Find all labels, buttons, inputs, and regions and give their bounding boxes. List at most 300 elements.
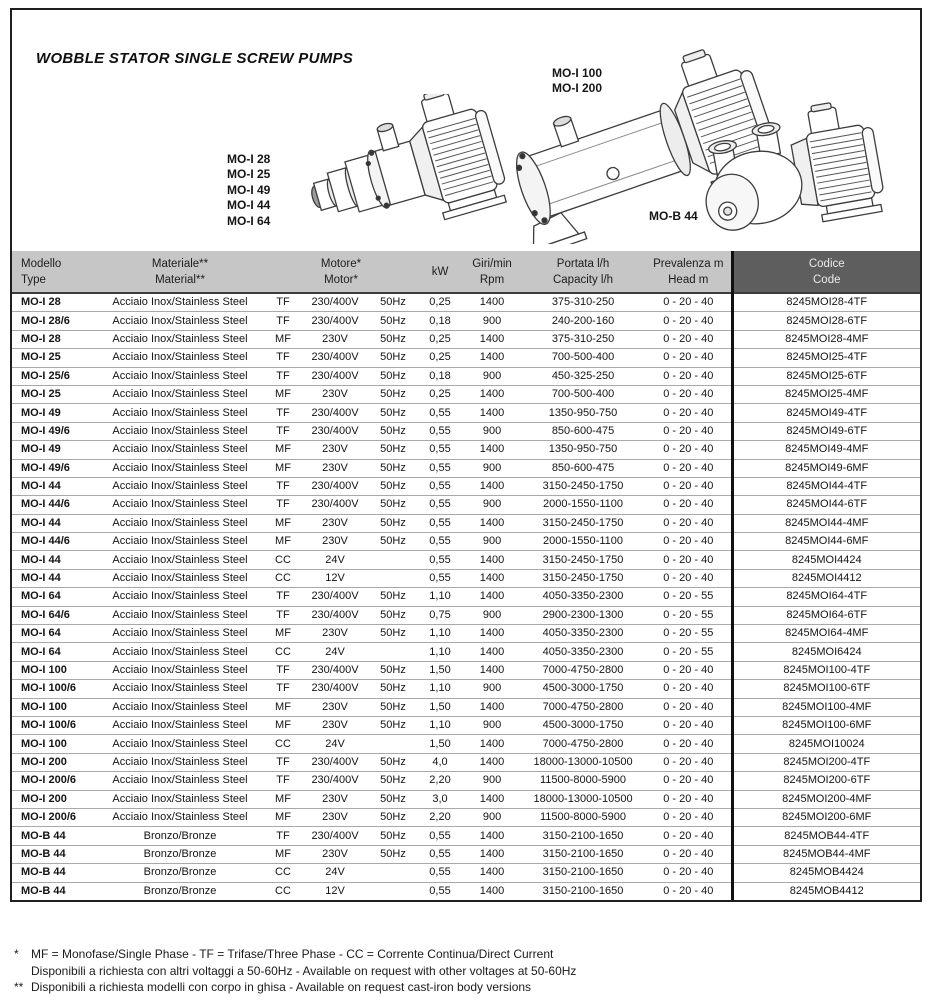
header-material-line2: Material** bbox=[155, 274, 205, 286]
cell-head: 0 - 20 - 40 bbox=[646, 698, 732, 716]
cell-head: 0 - 20 - 40 bbox=[646, 422, 732, 440]
cell-head: 0 - 20 - 40 bbox=[646, 404, 732, 422]
cell-kw: 1,10 bbox=[416, 588, 464, 606]
cell-phase: TF bbox=[266, 680, 300, 698]
table-row bbox=[12, 477, 920, 495]
cell-capacity: 4050-3350-2300 bbox=[520, 625, 646, 643]
cell-code: 8245MOI44-4MF bbox=[732, 514, 920, 532]
cell-phase: MF bbox=[266, 716, 300, 734]
cell-model: MO-I 44/6 bbox=[12, 496, 94, 514]
cell-model: MO-I 100 bbox=[12, 661, 94, 679]
pump-model-label: MO-I 44 bbox=[227, 198, 271, 213]
cell-phase: TF bbox=[266, 588, 300, 606]
cell-rpm: 1400 bbox=[464, 330, 520, 348]
cell-freq: 50Hz bbox=[370, 385, 416, 403]
cell-model: MO-I 100/6 bbox=[12, 680, 94, 698]
cell-capacity: 3150-2100-1650 bbox=[520, 827, 646, 845]
table-row bbox=[12, 422, 920, 440]
cell-kw: 0,25 bbox=[416, 385, 464, 403]
cell-material: Acciaio Inox/Stainless Steel bbox=[94, 385, 266, 403]
cell-freq: 50Hz bbox=[370, 606, 416, 624]
pump-labels-moi-large bbox=[552, 66, 602, 97]
header-code-line1: Codice bbox=[808, 258, 845, 270]
table-row bbox=[12, 864, 920, 882]
cell-head: 0 - 20 - 55 bbox=[646, 606, 732, 624]
table-row bbox=[12, 569, 920, 587]
cell-model: MO-I 28 bbox=[12, 330, 94, 348]
cell-material: Acciaio Inox/Stainless Steel bbox=[94, 349, 266, 367]
cell-voltage: 230V bbox=[300, 698, 370, 716]
cell-head: 0 - 20 - 40 bbox=[646, 533, 732, 551]
cell-kw: 1,10 bbox=[416, 643, 464, 661]
cell-voltage: 24V bbox=[300, 735, 370, 753]
cell-head: 0 - 20 - 55 bbox=[646, 625, 732, 643]
cell-code: 8245MOI6424 bbox=[732, 643, 920, 661]
cell-model: MO-I 200/6 bbox=[12, 772, 94, 790]
cell-code: 8245MOI28-4TF bbox=[732, 293, 920, 312]
cell-rpm: 1400 bbox=[464, 827, 520, 845]
table-row bbox=[12, 441, 920, 459]
cell-freq: 50Hz bbox=[370, 790, 416, 808]
cell-kw: 0,55 bbox=[416, 422, 464, 440]
content-frame bbox=[10, 8, 922, 902]
cell-freq: 50Hz bbox=[370, 753, 416, 771]
cell-model: MO-I 200 bbox=[12, 790, 94, 808]
table-row bbox=[12, 643, 920, 661]
cell-capacity: 850-600-475 bbox=[520, 422, 646, 440]
cell-phase: MF bbox=[266, 459, 300, 477]
cell-material: Acciaio Inox/Stainless Steel bbox=[94, 533, 266, 551]
cell-material: Acciaio Inox/Stainless Steel bbox=[94, 477, 266, 495]
cell-freq: 50Hz bbox=[370, 625, 416, 643]
cell-code: 8245MOI25-4MF bbox=[732, 385, 920, 403]
cell-phase: TF bbox=[266, 422, 300, 440]
cell-material: Acciaio Inox/Stainless Steel bbox=[94, 698, 266, 716]
cell-model: MO-I 28/6 bbox=[12, 312, 94, 330]
cell-rpm: 900 bbox=[464, 606, 520, 624]
header-head bbox=[646, 251, 732, 293]
cell-model: MO-I 44/6 bbox=[12, 533, 94, 551]
cell-capacity: 240-200-160 bbox=[520, 312, 646, 330]
pump-model-label: MO-I 200 bbox=[552, 81, 603, 96]
cell-head: 0 - 20 - 40 bbox=[646, 808, 732, 826]
cell-capacity: 3150-2100-1650 bbox=[520, 845, 646, 863]
header-material bbox=[94, 251, 266, 293]
cell-code: 8245MOI44-6MF bbox=[732, 533, 920, 551]
cell-material: Acciaio Inox/Stainless Steel bbox=[94, 735, 266, 753]
cell-voltage: 24V bbox=[300, 551, 370, 569]
cell-material: Acciaio Inox/Stainless Steel bbox=[94, 514, 266, 532]
cell-rpm: 1400 bbox=[464, 625, 520, 643]
cell-material: Acciaio Inox/Stainless Steel bbox=[94, 606, 266, 624]
cell-capacity: 4500-3000-1750 bbox=[520, 680, 646, 698]
cell-head: 0 - 20 - 40 bbox=[646, 385, 732, 403]
pump-illustration-mob bbox=[684, 96, 916, 249]
cell-voltage: 230/400V bbox=[300, 367, 370, 385]
cell-material: Acciaio Inox/Stainless Steel bbox=[94, 808, 266, 826]
footnote-marker: ** bbox=[14, 980, 24, 994]
cell-code: 8245MOI25-4TF bbox=[732, 349, 920, 367]
cell-voltage: 12V bbox=[300, 569, 370, 587]
table-row bbox=[12, 533, 920, 551]
cell-model: MO-I 64 bbox=[12, 588, 94, 606]
cell-freq: 50Hz bbox=[370, 312, 416, 330]
cell-head: 0 - 20 - 40 bbox=[646, 441, 732, 459]
cell-kw: 0,55 bbox=[416, 533, 464, 551]
cell-voltage: 230/400V bbox=[300, 404, 370, 422]
cell-material: Acciaio Inox/Stainless Steel bbox=[94, 753, 266, 771]
header-rpm-line2: Rpm bbox=[479, 274, 505, 286]
table-row bbox=[12, 845, 920, 863]
cell-model: MO-I 64/6 bbox=[12, 606, 94, 624]
cell-capacity: 4500-3000-1750 bbox=[520, 716, 646, 734]
cell-capacity: 3150-2450-1750 bbox=[520, 514, 646, 532]
page-title: WOBBLE STATOR SINGLE SCREW PUMPS bbox=[36, 50, 354, 67]
cell-kw: 1,50 bbox=[416, 735, 464, 753]
cell-model: MO-I 100/6 bbox=[12, 716, 94, 734]
cell-kw: 0,18 bbox=[416, 367, 464, 385]
cell-model: MO-I 49 bbox=[12, 404, 94, 422]
cell-rpm: 1400 bbox=[464, 569, 520, 587]
cell-rpm: 1400 bbox=[479, 296, 505, 309]
header-rpm-line1: Giri/min bbox=[472, 258, 512, 270]
cell-model: MO-I 44 bbox=[12, 569, 94, 587]
table-row bbox=[12, 661, 920, 679]
cell-model: MO-I 49/6 bbox=[12, 422, 94, 440]
cell-voltage: 24V bbox=[300, 643, 370, 661]
table-row bbox=[12, 606, 920, 624]
cell-phase: CC bbox=[266, 569, 300, 587]
cell-material: Acciaio Inox/Stainless Steel bbox=[94, 680, 266, 698]
cell-kw: 0,55 bbox=[416, 827, 464, 845]
cell-capacity: 3150-2450-1750 bbox=[520, 551, 646, 569]
cell-kw: 0,55 bbox=[416, 441, 464, 459]
cell-code: 8245MOI10024 bbox=[732, 735, 920, 753]
cell-material: Acciaio Inox/Stainless Steel bbox=[94, 772, 266, 790]
cell-head: 0 - 20 - 40 bbox=[646, 882, 732, 900]
table-row bbox=[12, 588, 920, 606]
cell-capacity: 11500-8000-5900 bbox=[520, 808, 646, 826]
cell-model: MO-B 44 bbox=[12, 845, 94, 863]
cell-head: 0 - 20 - 40 bbox=[646, 772, 732, 790]
cell-phase: TF bbox=[266, 753, 300, 771]
cell-model: MO-B 44 bbox=[12, 864, 94, 882]
cell-material: Acciaio Inox/Stainless Steel bbox=[94, 496, 266, 514]
cell-freq: 50Hz bbox=[370, 698, 416, 716]
cell-capacity: 700-500-400 bbox=[520, 349, 646, 367]
cell-kw: 1,50 bbox=[416, 698, 464, 716]
cell-kw: 0,55 bbox=[416, 459, 464, 477]
cell-code: 8245MOI44-4TF bbox=[732, 477, 920, 495]
cell-material: Bronzo/Bronze bbox=[94, 882, 266, 900]
header-head-line2: Head m bbox=[668, 274, 709, 286]
cell-capacity: 7000-4750-2800 bbox=[520, 698, 646, 716]
cell-kw: 4,0 bbox=[416, 753, 464, 771]
cell-rpm: 900 bbox=[464, 367, 520, 385]
cell-code: 8245MOI100-6MF bbox=[732, 716, 920, 734]
cell-rpm: 900 bbox=[464, 808, 520, 826]
cell-voltage: 230/400V bbox=[300, 772, 370, 790]
cell-rpm: 1400 bbox=[464, 643, 520, 661]
cell-phase: CC bbox=[266, 551, 300, 569]
cell-rpm: 1400 bbox=[464, 404, 520, 422]
cell-head: 0 - 20 - 40 bbox=[646, 680, 732, 698]
cell-phase: CC bbox=[266, 643, 300, 661]
footnote-marker: * bbox=[14, 947, 19, 961]
cell-model: MO-I 25 bbox=[12, 385, 94, 403]
table-row bbox=[12, 459, 920, 477]
cell-voltage: 230/400V bbox=[300, 827, 370, 845]
cell-capacity: 700-500-400 bbox=[520, 385, 646, 403]
cell-material: Acciaio Inox/Stainless Steel bbox=[94, 625, 266, 643]
footnote-text: Disponibili a richiesta modelli con corpo in ghisa - Available on request cast-iron body versions bbox=[31, 980, 532, 994]
cell-phase: MF bbox=[266, 385, 300, 403]
cell-kw: 0,55 bbox=[416, 882, 464, 900]
cell-code: 8245MOI28-4MF bbox=[732, 330, 920, 348]
cell-code: 8245MOB44-4TF bbox=[732, 827, 920, 845]
cell-freq: 50Hz bbox=[370, 533, 416, 551]
cell-voltage: 24V bbox=[300, 864, 370, 882]
header-motor-line1: Motore* bbox=[320, 258, 362, 270]
cell-kw: 0,55 bbox=[416, 496, 464, 514]
cell-kw: 0,55 bbox=[416, 477, 464, 495]
cell-rpm: 1400 bbox=[464, 882, 520, 900]
cell-phase: MF bbox=[266, 790, 300, 808]
cell-kw: 1,50 bbox=[416, 661, 464, 679]
cell-voltage: 230/400V bbox=[300, 661, 370, 679]
cell-phase: MF bbox=[266, 533, 300, 551]
cell-kw: 0,25 bbox=[416, 330, 464, 348]
cell-voltage: 230V bbox=[300, 441, 370, 459]
cell-capacity: 375-310-250 bbox=[551, 296, 615, 309]
cell-voltage: 230V bbox=[300, 385, 370, 403]
cell-capacity: 3150-2450-1750 bbox=[520, 477, 646, 495]
cell-model: MO-I 49 bbox=[12, 441, 94, 459]
cell-model: MO-I 100 bbox=[12, 735, 94, 753]
cell-material: Bronzo/Bronze bbox=[94, 845, 266, 863]
cell-head: 0 - 20 - 40 bbox=[646, 735, 732, 753]
cell-material: Acciaio Inox/Stainless Steel bbox=[94, 643, 266, 661]
cell-voltage: 230V bbox=[300, 533, 370, 551]
cell-rpm: 900 bbox=[464, 772, 520, 790]
table-row bbox=[12, 385, 920, 403]
cell-capacity: 11500-8000-5900 bbox=[520, 772, 646, 790]
cell-rpm: 1400 bbox=[464, 477, 520, 495]
cell-phase: CC bbox=[266, 882, 300, 900]
pump-model-label: MO-I 25 bbox=[227, 167, 271, 182]
table-row bbox=[12, 312, 920, 330]
cell-kw: 2,20 bbox=[416, 808, 464, 826]
cell-freq: 50Hz bbox=[370, 422, 416, 440]
cell-head: 0 - 20 - 40 bbox=[646, 661, 732, 679]
cell-material: Acciaio Inox/Stainless Steel bbox=[94, 661, 266, 679]
cell-rpm: 900 bbox=[464, 312, 520, 330]
cell-rpm: 900 bbox=[464, 680, 520, 698]
cell-voltage: 230V bbox=[300, 790, 370, 808]
table-row bbox=[12, 735, 920, 753]
cell-phase: TF bbox=[276, 296, 290, 309]
cell-freq: 50Hz bbox=[370, 827, 416, 845]
cell-voltage: 230V bbox=[300, 625, 370, 643]
cell-capacity: 2000-1550-1100 bbox=[520, 533, 646, 551]
header-model-line2: Type bbox=[21, 274, 46, 286]
cell-code: 8245MOI100-4TF bbox=[732, 661, 920, 679]
table-row bbox=[12, 753, 920, 771]
cell-freq bbox=[370, 551, 416, 569]
cell-kw: 0,55 bbox=[416, 514, 464, 532]
cell-head: 0 - 20 - 55 bbox=[646, 643, 732, 661]
cell-code: 8245MOI64-6TF bbox=[732, 606, 920, 624]
cell-head: 0 - 20 - 40 bbox=[646, 716, 732, 734]
cell-head: 0 - 20 - 40 bbox=[646, 551, 732, 569]
cell-rpm: 1400 bbox=[464, 661, 520, 679]
cell-voltage: 230/400V bbox=[300, 680, 370, 698]
footnotes bbox=[14, 946, 576, 996]
cell-freq bbox=[370, 643, 416, 661]
cell-voltage: 230V bbox=[300, 514, 370, 532]
cell-voltage: 230/400V bbox=[300, 422, 370, 440]
cell-material: Acciaio Inox/Stainless Steel bbox=[94, 312, 266, 330]
cell-code: 8245MOI200-6MF bbox=[732, 808, 920, 826]
cell-material: Acciaio Inox/Stainless Steel bbox=[94, 404, 266, 422]
header-code bbox=[732, 251, 920, 293]
cell-material: Acciaio Inox/Stainless Steel bbox=[94, 459, 266, 477]
cell-rpm: 1400 bbox=[464, 698, 520, 716]
cell-capacity: 450-325-250 bbox=[520, 367, 646, 385]
table-row bbox=[12, 790, 920, 808]
cell-code: 8245MOB44-4MF bbox=[732, 845, 920, 863]
table-row bbox=[12, 808, 920, 826]
cell-phase: TF bbox=[266, 349, 300, 367]
cell-rpm: 900 bbox=[464, 422, 520, 440]
table-row bbox=[12, 680, 920, 698]
cell-kw: 0,25 bbox=[429, 296, 451, 309]
cell-freq: 50Hz bbox=[370, 661, 416, 679]
cell-code: 8245MOB4412 bbox=[732, 882, 920, 900]
cell-capacity: 7000-4750-2800 bbox=[520, 661, 646, 679]
cell-head: 0 - 20 - 40 bbox=[646, 330, 732, 348]
cell-model: MO-I 200/6 bbox=[12, 808, 94, 826]
header-head-line1: Prevalenza m bbox=[653, 258, 724, 270]
cell-kw: 3,0 bbox=[416, 790, 464, 808]
cell-code: 8245MOI49-4TF bbox=[732, 404, 920, 422]
cell-capacity: 375-310-250 bbox=[520, 330, 646, 348]
cell-head: 0 - 20 - 40 bbox=[646, 569, 732, 587]
cell-kw: 2,20 bbox=[416, 772, 464, 790]
cell-rpm: 1400 bbox=[464, 790, 520, 808]
table-row bbox=[12, 698, 920, 716]
cell-rpm: 1400 bbox=[464, 753, 520, 771]
cell-code: 8245MOI64-4MF bbox=[732, 625, 920, 643]
table-row bbox=[12, 496, 920, 514]
table-row bbox=[12, 293, 920, 312]
cell-phase: MF bbox=[266, 808, 300, 826]
pump-model-label: MO-I 64 bbox=[227, 213, 271, 228]
cell-rpm: 1400 bbox=[464, 845, 520, 863]
cell-material: Acciaio Inox/Stainless Steel bbox=[94, 569, 266, 587]
cell-capacity: 2000-1550-1100 bbox=[520, 496, 646, 514]
cell-freq bbox=[370, 735, 416, 753]
cell-freq: 50Hz bbox=[370, 772, 416, 790]
cell-capacity: 4050-3350-2300 bbox=[520, 588, 646, 606]
header-material-line1: Materiale** bbox=[151, 258, 209, 270]
cell-phase: TF bbox=[266, 661, 300, 679]
header-kw bbox=[416, 251, 464, 293]
header-kw-label: kW bbox=[431, 266, 449, 278]
cell-material: Acciaio Inox/Stainless Steel bbox=[94, 551, 266, 569]
cell-head: 0 - 20 - 40 bbox=[646, 864, 732, 882]
pump-model-label: MO-I 49 bbox=[227, 182, 271, 197]
cell-freq bbox=[370, 882, 416, 900]
cell-model: MO-I 25/6 bbox=[12, 367, 94, 385]
cell-head: 0 - 20 - 55 bbox=[646, 588, 732, 606]
cell-phase: TF bbox=[266, 827, 300, 845]
footnote-text: MF = Monofase/Single Phase - TF = Trifase/Three Phase - CC = Corrente Continua/Direct Current bbox=[31, 947, 554, 961]
cell-material: Acciaio Inox/Stainless Steel bbox=[112, 296, 248, 309]
header-code-line2: Code bbox=[813, 274, 841, 286]
cell-rpm: 900 bbox=[464, 459, 520, 477]
header-capacity-line1: Portata l/h bbox=[556, 258, 610, 270]
cell-model: MO-I 44 bbox=[12, 514, 94, 532]
table-row bbox=[12, 827, 920, 845]
cell-kw: 1,10 bbox=[416, 716, 464, 734]
cell-kw: 1,10 bbox=[416, 625, 464, 643]
cell-capacity: 850-600-475 bbox=[520, 459, 646, 477]
cell-head: 0 - 20 - 40 bbox=[646, 477, 732, 495]
cell-code: 8245MOI100-6TF bbox=[732, 680, 920, 698]
cell-code: 8245MOI4424 bbox=[732, 551, 920, 569]
cell-phase: CC bbox=[266, 735, 300, 753]
cell-phase: CC bbox=[266, 864, 300, 882]
table-row bbox=[12, 367, 920, 385]
cell-rpm: 1400 bbox=[464, 551, 520, 569]
cell-freq: 50Hz bbox=[370, 477, 416, 495]
cell-voltage: 12V bbox=[300, 882, 370, 900]
cell-phase: TF bbox=[266, 367, 300, 385]
cell-phase: MF bbox=[266, 625, 300, 643]
pump-model-label: MO-I 100 bbox=[552, 66, 603, 80]
cell-freq: 50Hz bbox=[370, 680, 416, 698]
cell-rpm: 1400 bbox=[464, 735, 520, 753]
cell-kw: 0,55 bbox=[416, 551, 464, 569]
cell-freq: 50Hz bbox=[370, 459, 416, 477]
cell-model: MO-I 25 bbox=[12, 349, 94, 367]
cell-head: 0 - 20 - 40 bbox=[646, 790, 732, 808]
cell-model: MO-I 44 bbox=[12, 477, 94, 495]
footnote-marker bbox=[14, 963, 31, 980]
cell-model: MO-I 200 bbox=[12, 753, 94, 771]
cell-phase: MF bbox=[266, 330, 300, 348]
cell-code: 8245MOI200-4TF bbox=[732, 753, 920, 771]
cell-head: 0 - 20 - 40 bbox=[646, 753, 732, 771]
cell-material: Acciaio Inox/Stainless Steel bbox=[94, 790, 266, 808]
cell-model: MO-I 64 bbox=[12, 625, 94, 643]
cell-kw: 0,75 bbox=[416, 606, 464, 624]
cell-kw: 0,55 bbox=[416, 864, 464, 882]
table-row bbox=[12, 772, 920, 790]
pump-label-mob44: MO-B 44 bbox=[649, 209, 698, 223]
cell-phase: MF bbox=[266, 514, 300, 532]
cell-material: Acciaio Inox/Stainless Steel bbox=[94, 716, 266, 734]
cell-rpm: 900 bbox=[464, 533, 520, 551]
header-rpm bbox=[464, 251, 520, 293]
cell-voltage: 230/400V bbox=[300, 349, 370, 367]
cell-code: 8245MOI100-4MF bbox=[732, 698, 920, 716]
cell-code: 8245MOI25-6TF bbox=[732, 367, 920, 385]
cell-kw: 0,55 bbox=[416, 569, 464, 587]
cell-capacity: 7000-4750-2800 bbox=[520, 735, 646, 753]
footnote-line bbox=[14, 963, 576, 980]
